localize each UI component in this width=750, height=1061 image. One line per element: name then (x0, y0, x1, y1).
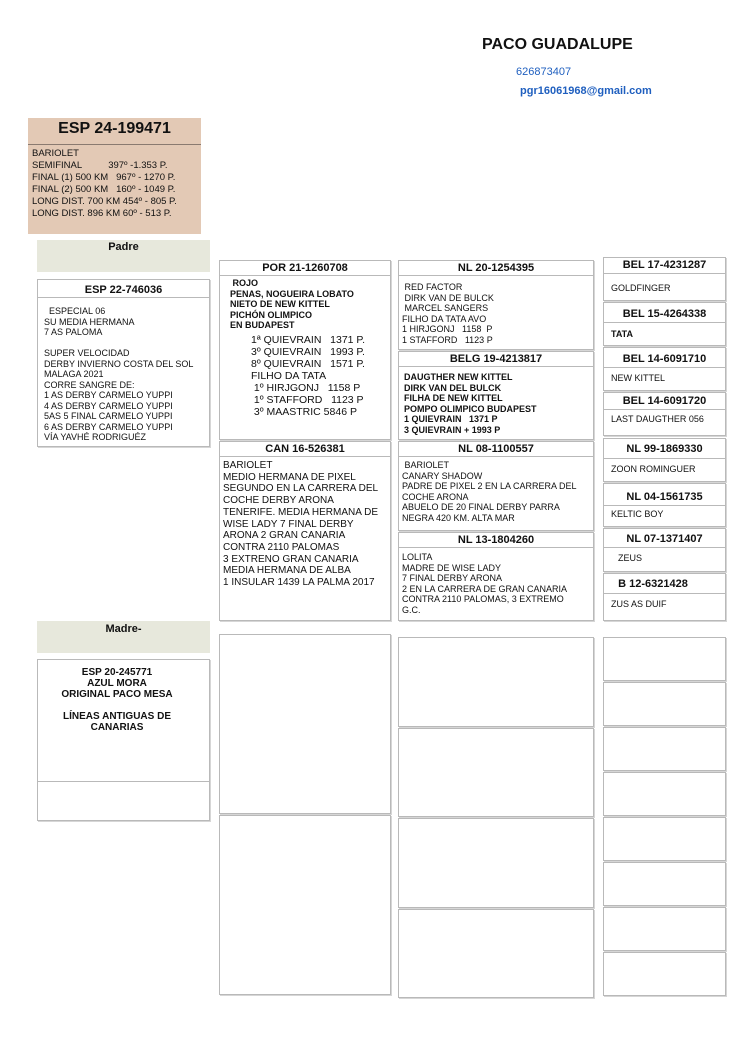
gen3-ring-2: BELG 19-4213817 (449, 353, 543, 365)
gen4-name-1: GOLDFINGER (611, 283, 671, 293)
gen3-ring-1: NL 20-1254395 (457, 262, 535, 274)
dam-text: ESP 20-245771 AZUL MORA ORIGINAL PACO MESA LÍNEAS ANTIGUAS DE CANARIAS (61, 667, 173, 733)
gen4-name-4: LAST DAUGTHER 056 (611, 414, 704, 424)
gen4-divider-1 (604, 273, 725, 274)
gen4-empty-8 (603, 952, 726, 996)
gen4-divider-3 (604, 367, 725, 368)
gen3-divider-4 (399, 547, 593, 548)
dam-divider (38, 781, 209, 782)
sire-text: ESPECIAL 06 SU MEDIA HERMANA 7 AS PALOMA SUPER VELOCIDAD DERBY INVIERNO COSTA DEL SOL MALAGA 2021 CORRE SANGRE DE: 1 AS DERBY CARMELO YUPPI 4 AS DERBY CARMELO YUPPI 5AS 5 FINAL CARMELO YUPPI 6 AS DERBY CARMELO YUPPI VÍA YAVHÉ RODRIGUÉZ (44, 306, 194, 442)
gen4-divider-7 (604, 547, 725, 548)
gen3-text-2: DAUGTHER NEW KITTEL DIRK VAN DEL BULCK FILHA DE NEW KITTEL POMPO OLIMPICO BUDAPEST 1 QUIEVRAIN 1371 P 3 QUIEVRAIN + 1993 P (404, 372, 537, 435)
gen4-name-7: ZEUS (618, 553, 643, 563)
gen3-empty-2 (398, 728, 594, 817)
gen4-divider-6 (604, 505, 725, 506)
gen4-ring-4: BEL 14-6091720 (622, 395, 707, 407)
madre-label: Madre- (105, 623, 142, 635)
subject-card (28, 118, 201, 234)
owner-email[interactable]: pgr16061968@gmail.com (520, 85, 652, 97)
gen4-ring-7: NL 07-1371407 (626, 533, 703, 545)
gen3-text-4: LOLITA MADRE DE WISE LADY 7 FINAL DERBY ARONA 2 EN LA CARRERA DE GRAN CANARIA CONTRA 2110 PALOMAS, 3 EXTREMO G.C. (402, 552, 568, 615)
padre-label: Padre (108, 241, 139, 253)
gen3-text-1: RED FACTOR DIRK VAN DE BULCK MARCEL SANGERS FILHO DA TATA AVO 1 HIRJGONJ 1158 P 1 STAFFORD 1123 P (402, 282, 494, 345)
gen2-sire-bold: ROJO PENAS, NOGUEIRA LOBATO NIETO DE NEW KITTEL PICHÓN OLIMPICO EN BUDAPEST (230, 278, 354, 330)
gen3-empty-1 (398, 637, 594, 727)
gen3-empty-3 (398, 818, 594, 908)
gen4-empty-5 (603, 817, 726, 861)
gen4-empty-6 (603, 862, 726, 906)
gen2-dam-ring: CAN 16-526381 (265, 443, 345, 455)
gen4-ring-6: NL 04-1561735 (626, 491, 703, 503)
gen4-divider-5 (604, 458, 725, 459)
gen2-dam-text: BARIOLET MEDIO HERMANA DE PIXEL SEGUNDO EN LA CARRERA DEL COCHE DERBY ARONA TENERIFE. MEDIA HERMANA DE WISE LADY 7 FINAL DERBY ARONA 2 GRAN CANARIA CONTRA 2110 PALOMAS 3 EXTRENO GRAN CANARIA MEDIA HERMANA DE ALBA 1 INSULAR 1439 LA PALMA 2017 (223, 460, 379, 589)
gen4-empty-7 (603, 907, 726, 951)
gen2-empty-2 (219, 815, 391, 995)
sire-ring: ESP 22-746036 (84, 284, 163, 296)
subject-header-divider (28, 144, 201, 145)
gen3-divider-3 (399, 456, 593, 457)
sire-divider (38, 297, 209, 298)
gen4-divider-2 (604, 322, 725, 323)
gen3-text-3: BARIOLET CANARY SHADOW PADRE DE PIXEL 2 EN LA CARRERA DEL COCHE ARONA ABUELO DE 20 FINAL DERBY PARRA NEGRA 420 KM. ALTA MAR (402, 460, 577, 523)
gen4-ring-8: B 12-6321428 (618, 578, 688, 590)
gen4-divider-8 (604, 593, 725, 594)
gen3-empty-4 (398, 909, 594, 998)
gen3-divider-2 (399, 366, 593, 367)
gen4-empty-2 (603, 682, 726, 726)
gen4-ring-1: BEL 17-4231287 (622, 259, 707, 271)
gen2-dam-divider (220, 456, 390, 457)
subject-ring: ESP 24-199471 (58, 120, 171, 137)
gen4-name-8: ZUS AS DUIF (611, 599, 667, 609)
gen4-name-5: ZOON ROMINGUER (611, 464, 696, 474)
gen4-empty-1 (603, 637, 726, 681)
gen2-sire-divider (220, 275, 390, 276)
gen3-divider-1 (399, 275, 593, 276)
gen4-name-2: TATA (611, 329, 633, 339)
gen3-ring-4: NL 13-1804260 (457, 534, 535, 546)
subject-results: BARIOLET SEMIFINAL 397º -1.353 P. FINAL (1) 500 KM 967º - 1270 P. FINAL (2) 500 KM 160º - 1049 P. LONG DIST. 700 KM 454º - 805 P. LONG DIST. 896 KM 60º - 513 P. (32, 148, 177, 219)
gen2-sire-ring: POR 21-1260708 (262, 262, 348, 274)
gen4-name-6: KELTIC BOY (611, 509, 664, 519)
gen2-empty-1 (219, 634, 391, 814)
gen4-empty-4 (603, 772, 726, 816)
gen3-ring-3: NL 08-1100557 (458, 443, 534, 455)
gen4-ring-5: NL 99-1869330 (626, 443, 703, 455)
gen4-empty-3 (603, 727, 726, 771)
gen2-sire-results: 1ª QUIEVRAIN 1371 P. 3º QUIEVRAIN 1993 P. 8º QUIEVRAIN 1571 P. FILHO DA TATA 1º HIRJGONJ 1158 P 1º STAFFORD 1123 P 3º MAASTRIC 5846 P (251, 334, 365, 418)
gen4-ring-3: BEL 14-6091710 (622, 353, 707, 365)
owner-name: PACO GUADALUPE (482, 36, 633, 53)
owner-phone: 626873407 (516, 66, 572, 78)
gen4-ring-2: BEL 15-4264338 (622, 308, 707, 320)
gen4-name-3: NEW KITTEL (611, 373, 666, 383)
gen4-divider-4 (604, 409, 725, 410)
